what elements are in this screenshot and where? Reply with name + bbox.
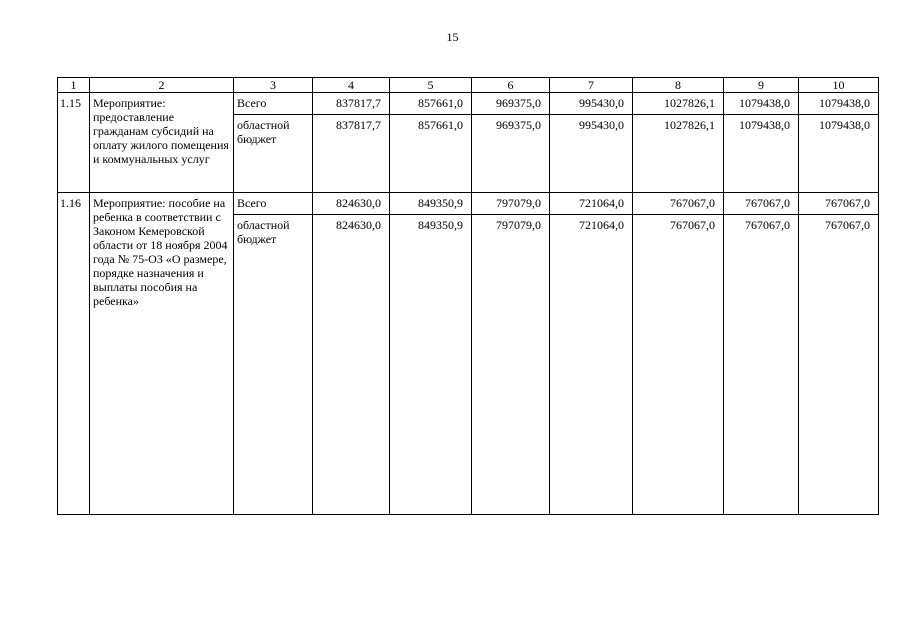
column-header: 8 bbox=[633, 78, 724, 93]
value-cell: 1079438,0 bbox=[724, 115, 799, 193]
value-cell: 849350,9 bbox=[390, 193, 472, 215]
value-cell: 721064,0 bbox=[550, 215, 633, 515]
column-header: 2 bbox=[90, 78, 234, 93]
value-cell: 767067,0 bbox=[633, 193, 724, 215]
table-row bbox=[58, 93, 879, 115]
column-header: 10 bbox=[799, 78, 879, 93]
budget-table bbox=[57, 77, 879, 515]
funding-source: областной бюджет bbox=[234, 215, 313, 515]
value-cell: 995430,0 bbox=[550, 115, 633, 193]
column-header: 9 bbox=[724, 78, 799, 93]
value-cell: 721064,0 bbox=[550, 193, 633, 215]
column-header: 1 bbox=[58, 78, 90, 93]
funding-source: Всего bbox=[234, 93, 313, 115]
column-header: 6 bbox=[472, 78, 550, 93]
value-cell: 767067,0 bbox=[724, 193, 799, 215]
row-id: 1.16 bbox=[58, 193, 90, 515]
column-header: 5 bbox=[390, 78, 472, 93]
value-cell: 797079,0 bbox=[472, 215, 550, 515]
table-row bbox=[58, 193, 879, 215]
column-header: 7 bbox=[550, 78, 633, 93]
value-cell: 857661,0 bbox=[390, 115, 472, 193]
column-header: 3 bbox=[234, 78, 313, 93]
value-cell: 797079,0 bbox=[472, 193, 550, 215]
row-description: Мероприятие: предоставление гражданам субсидий на оплату жилого помещения и коммунальных услуг bbox=[90, 93, 234, 193]
header-row bbox=[58, 78, 879, 93]
value-cell: 767067,0 bbox=[799, 193, 879, 215]
value-cell: 767067,0 bbox=[633, 215, 724, 515]
column-header: 4 bbox=[313, 78, 390, 93]
value-cell: 1079438,0 bbox=[799, 115, 879, 193]
funding-source: областной бюджет bbox=[234, 115, 313, 193]
value-cell: 849350,9 bbox=[390, 215, 472, 515]
value-cell: 969375,0 bbox=[472, 115, 550, 193]
value-cell: 1027826,1 bbox=[633, 93, 724, 115]
value-cell: 767067,0 bbox=[724, 215, 799, 515]
row-id: 1.15 bbox=[58, 93, 90, 193]
funding-source: Всего bbox=[234, 193, 313, 215]
value-cell: 824630,0 bbox=[313, 193, 390, 215]
value-cell: 824630,0 bbox=[313, 215, 390, 515]
value-cell: 837817,7 bbox=[313, 93, 390, 115]
value-cell: 857661,0 bbox=[390, 93, 472, 115]
row-description: Мероприятие: пособие на ребенка в соответствии с Законом Кемеровской области от 18 ноября 2004 года № 75-ОЗ «О размере, порядке назначения и выплаты пособия на ребенка» bbox=[90, 193, 234, 515]
value-cell: 767067,0 bbox=[799, 215, 879, 515]
value-cell: 969375,0 bbox=[472, 93, 550, 115]
value-cell: 995430,0 bbox=[550, 93, 633, 115]
value-cell: 837817,7 bbox=[313, 115, 390, 193]
value-cell: 1079438,0 bbox=[724, 93, 799, 115]
value-cell: 1027826,1 bbox=[633, 115, 724, 193]
page-number: 15 bbox=[446, 30, 459, 44]
value-cell: 1079438,0 bbox=[799, 93, 879, 115]
